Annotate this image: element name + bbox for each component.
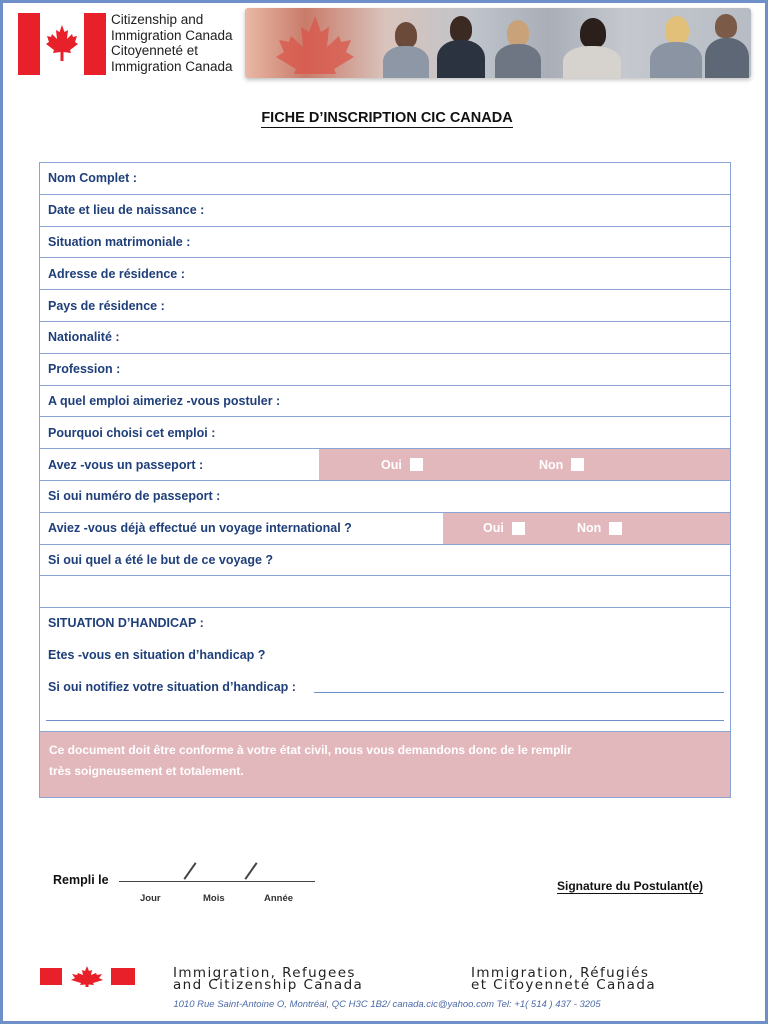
- filled-on-label: Rempli le: [53, 873, 109, 887]
- footer-address: 1010 Rue Saint-Antoine O, Montréal, QC H3C 1B2/ canada.cic@yahoo.com Tel: +1( 514 ) 437 - 3205: [173, 999, 601, 1010]
- handicap-notify-input[interactable]: [314, 692, 724, 693]
- handicap-question: Etes -vous en situation d’handicap ?: [48, 648, 266, 663]
- registration-form: [39, 162, 731, 798]
- footer-agency-fr: Immigration, Réfugiés et Citoyenneté Canada: [471, 965, 656, 993]
- handicap-section: [40, 608, 730, 732]
- day-label: Jour: [140, 893, 161, 904]
- footer-agency-en: Immigration, Refugees and Citizenship Canada: [173, 965, 364, 993]
- month-label: Mois: [203, 893, 225, 904]
- field-full-name[interactable]: Nom Complet :: [40, 163, 730, 195]
- field-birth-date-place[interactable]: Date et lieu de naissance :: [40, 195, 730, 227]
- maple-leaf-icon: [40, 13, 84, 75]
- field-passport-number[interactable]: Si oui numéro de passeport :: [40, 481, 730, 513]
- maple-leaf-icon: [255, 14, 375, 74]
- date-separator: [244, 862, 257, 880]
- field-travel-purpose-continued[interactable]: [40, 576, 730, 608]
- travel-question-row: Aviez -vous déjà effectué un voyage international ? Oui Non: [40, 513, 730, 545]
- field-travel-purpose[interactable]: Si oui quel a été le but de ce voyage ?: [40, 545, 730, 577]
- notice-banner: Ce document doit être conforme à votre état civil, nous vous demandons donc de le remplir très soigneusement et totalement.: [40, 732, 730, 797]
- field-desired-job[interactable]: A quel emploi aimeriez -vous postuler :: [40, 386, 730, 418]
- canada-flag-logo: [18, 13, 106, 75]
- agency-name: Citizenship and Immigration Canada Citoyenneté et Immigration Canada: [111, 12, 233, 74]
- passport-options: Oui Non: [319, 449, 730, 480]
- field-marital-status[interactable]: Situation matrimoniale :: [40, 227, 730, 259]
- maple-leaf-icon: [69, 965, 105, 987]
- field-home-address[interactable]: Adresse de résidence :: [40, 258, 730, 290]
- field-country-residence[interactable]: Pays de résidence :: [40, 290, 730, 322]
- header-banner-photo: [245, 8, 751, 78]
- field-profession[interactable]: Profession :: [40, 354, 730, 386]
- passport-yes-checkbox[interactable]: [410, 458, 423, 471]
- passport-no-checkbox[interactable]: [571, 458, 584, 471]
- handicap-notify-label: Si oui notifiez votre situation d’handicap :: [48, 680, 296, 695]
- date-input-line[interactable]: [119, 881, 315, 882]
- year-label: Année: [264, 893, 294, 904]
- passport-question-row: Avez -vous un passeport : Oui Non: [40, 449, 730, 481]
- date-separator: [183, 862, 196, 880]
- handicap-heading: SITUATION D’HANDICAP :: [48, 616, 204, 631]
- signature-label: Signature du Postulant(e): [557, 879, 704, 893]
- travel-yes-checkbox[interactable]: [512, 522, 525, 535]
- footer-flag-bar: [111, 968, 135, 985]
- field-job-reason[interactable]: Pourquoi choisi cet emploi :: [40, 417, 730, 449]
- handicap-notify-input-line2[interactable]: [46, 720, 724, 721]
- travel-no-checkbox[interactable]: [609, 522, 622, 535]
- travel-options: Oui Non: [443, 513, 730, 544]
- form-title: FICHE D’INSCRIPTION CIC CANADA: [261, 110, 513, 126]
- footer-flag-bar: [40, 968, 62, 985]
- field-nationality[interactable]: Nationalité :: [40, 322, 730, 354]
